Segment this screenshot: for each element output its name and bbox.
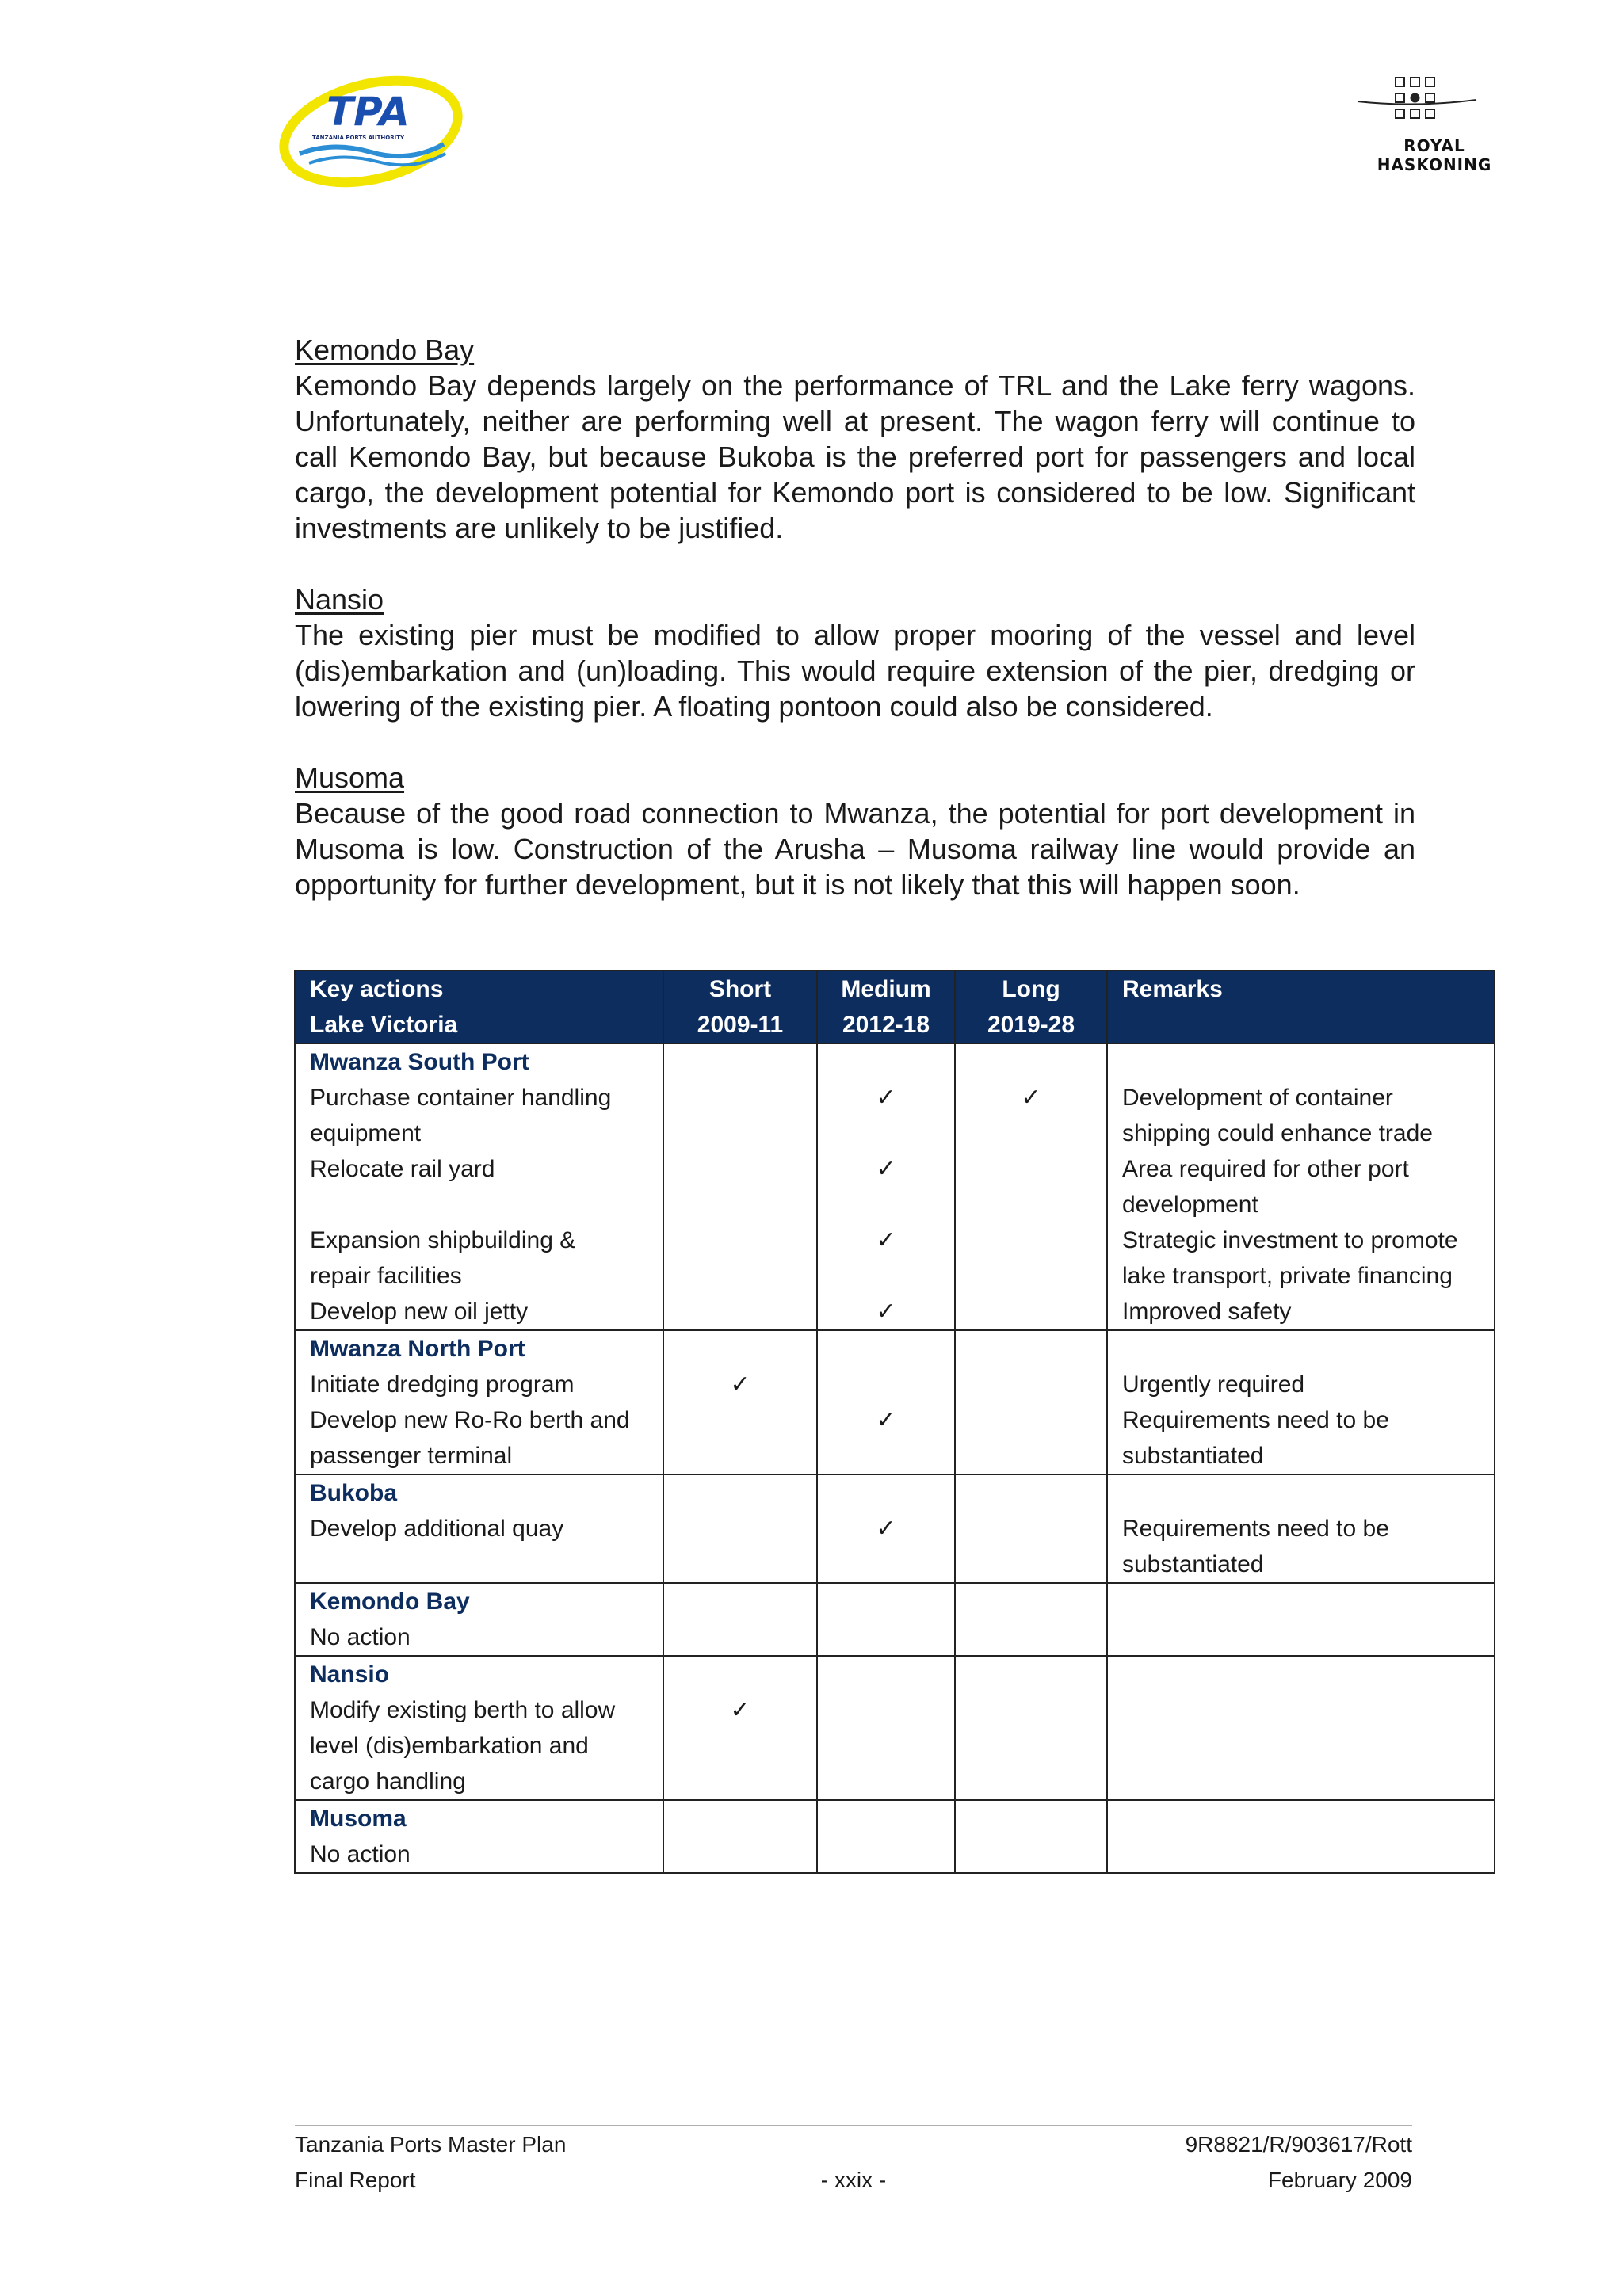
cell-action: Mwanza South Port Purchase container handling equipment Relocate rail yard Expansion shipbuilding & repair facilities Develop new oil jetty bbox=[295, 1043, 663, 1330]
group-name: Kemondo Bay bbox=[310, 1589, 470, 1615]
royal-haskoning-emblem bbox=[1351, 71, 1518, 135]
group-name: Mwanza North Port bbox=[310, 1336, 525, 1362]
cell-remark: Urgently required Requirements need to be substantiated bbox=[1107, 1330, 1495, 1474]
section-kemondo-bay bbox=[295, 332, 1415, 546]
table-row bbox=[295, 1656, 1495, 1800]
table-header-row bbox=[295, 971, 1495, 1043]
section-paragraph: Kemondo Bay depends largely on the performance of TRL and the Lake ferry wagons. Unfortunately, neither are performing well at present. The wagon ferry will continue to call Kemondo Bay, but because Bukoba is the preferred port for passengers and local cargo, the development potential for Kemondo port is considered to be low. Significant investments are unlikely to be justified. bbox=[295, 369, 1415, 544]
section-nansio bbox=[295, 582, 1415, 724]
cell-medium: ✓ ✓ ✓ ✓ bbox=[817, 1043, 955, 1330]
cell-medium bbox=[817, 1656, 955, 1800]
section-paragraph: Because of the good road connection to Mwanza, the potential for port development in Musoma is low. Construction of the Arusha – Musoma railway line would provide an opportunity for further development, but it is not likely that this will happen soon. bbox=[295, 797, 1415, 901]
cell-action: Bukoba Develop additional quay bbox=[295, 1474, 663, 1583]
group-name: Bukoba bbox=[310, 1480, 398, 1506]
cell-remark: Development of container shipping could enhance trade Area required for other port development Strategic investment to promote lake transport, private financing Improved safety bbox=[1107, 1043, 1495, 1330]
cell-short: ✓ bbox=[663, 1330, 817, 1474]
section-heading: Nansio bbox=[295, 583, 384, 616]
table-row bbox=[295, 1474, 1495, 1583]
group-name: Musoma bbox=[310, 1806, 407, 1832]
cell-remark bbox=[1107, 1800, 1495, 1873]
page-footer bbox=[295, 2125, 1412, 2198]
tpa-logo bbox=[277, 71, 468, 190]
section-heading: Kemondo Bay bbox=[295, 334, 475, 366]
cell-short: ✓ bbox=[663, 1656, 817, 1800]
svg-text:TPA: TPA bbox=[327, 89, 410, 135]
header-key-actions: Key actions Lake Victoria bbox=[295, 971, 663, 1043]
royal-haskoning-wordmark: ROYAL HASKONING bbox=[1377, 136, 1492, 174]
royal-haskoning-logo bbox=[1351, 71, 1518, 174]
table-row bbox=[295, 1583, 1495, 1656]
cell-long bbox=[955, 1583, 1107, 1656]
footer-page-number: - xxix - bbox=[820, 2168, 887, 2192]
cell-action: Musoma No action bbox=[295, 1800, 663, 1873]
table-row bbox=[295, 1800, 1495, 1873]
cell-long bbox=[955, 1800, 1107, 1873]
footer-document-title: Tanzania Ports Master Plan bbox=[295, 2132, 567, 2157]
cell-long bbox=[955, 1330, 1107, 1474]
cell-long bbox=[955, 1474, 1107, 1583]
cell-remark: Requirements need to be substantiated bbox=[1107, 1474, 1495, 1583]
table-body bbox=[295, 1043, 1495, 1873]
cell-short bbox=[663, 1583, 817, 1656]
cell-short bbox=[663, 1474, 817, 1583]
group-name: Mwanza South Port bbox=[310, 1049, 529, 1075]
cell-action: Nansio Modify existing berth to allow level (dis)embarkation and cargo handling bbox=[295, 1656, 663, 1800]
svg-text:TANZANIA PORTS AUTHORITY: TANZANIA PORTS AUTHORITY bbox=[312, 135, 405, 141]
table-row bbox=[295, 1330, 1495, 1474]
cell-remark bbox=[1107, 1656, 1495, 1800]
header-remarks: Remarks bbox=[1107, 971, 1495, 1043]
cell-action: Kemondo Bay No action bbox=[295, 1583, 663, 1656]
cell-long: ✓ bbox=[955, 1043, 1107, 1330]
cell-medium bbox=[817, 1583, 955, 1656]
cell-medium bbox=[817, 1800, 955, 1873]
footer-reference: 9R8821/R/903617/Rott bbox=[1185, 2132, 1412, 2157]
table-row bbox=[295, 1043, 1495, 1330]
footer-date: February 2009 bbox=[1267, 2168, 1412, 2192]
group-name: Nansio bbox=[310, 1661, 390, 1688]
cell-short bbox=[663, 1800, 817, 1873]
section-heading: Musoma bbox=[295, 761, 405, 794]
cell-action: Mwanza North Port Initiate dredging program Develop new Ro-Ro berth and passenger terminal bbox=[295, 1330, 663, 1474]
section-paragraph: The existing pier must be modified to allow proper mooring of the vessel and level (dis)embarkation and (un)loading. This would require extension of the pier, dredging or lowering of the existing pier. A floating pontoon could also be considered. bbox=[295, 619, 1415, 723]
header-short: Short 2009-11 bbox=[663, 971, 817, 1043]
header-medium: Medium 2012-18 bbox=[817, 971, 955, 1043]
cell-remark bbox=[1107, 1583, 1495, 1656]
cell-long bbox=[955, 1656, 1107, 1800]
header-long: Long 2019-28 bbox=[955, 971, 1107, 1043]
cell-short bbox=[663, 1043, 817, 1330]
body-text bbox=[295, 332, 1415, 938]
cell-medium: ✓ bbox=[817, 1474, 955, 1583]
footer-report-type: Final Report bbox=[295, 2168, 416, 2192]
key-actions-table bbox=[294, 970, 1495, 1874]
section-musoma bbox=[295, 760, 1415, 902]
cell-medium: ✓ bbox=[817, 1330, 955, 1474]
